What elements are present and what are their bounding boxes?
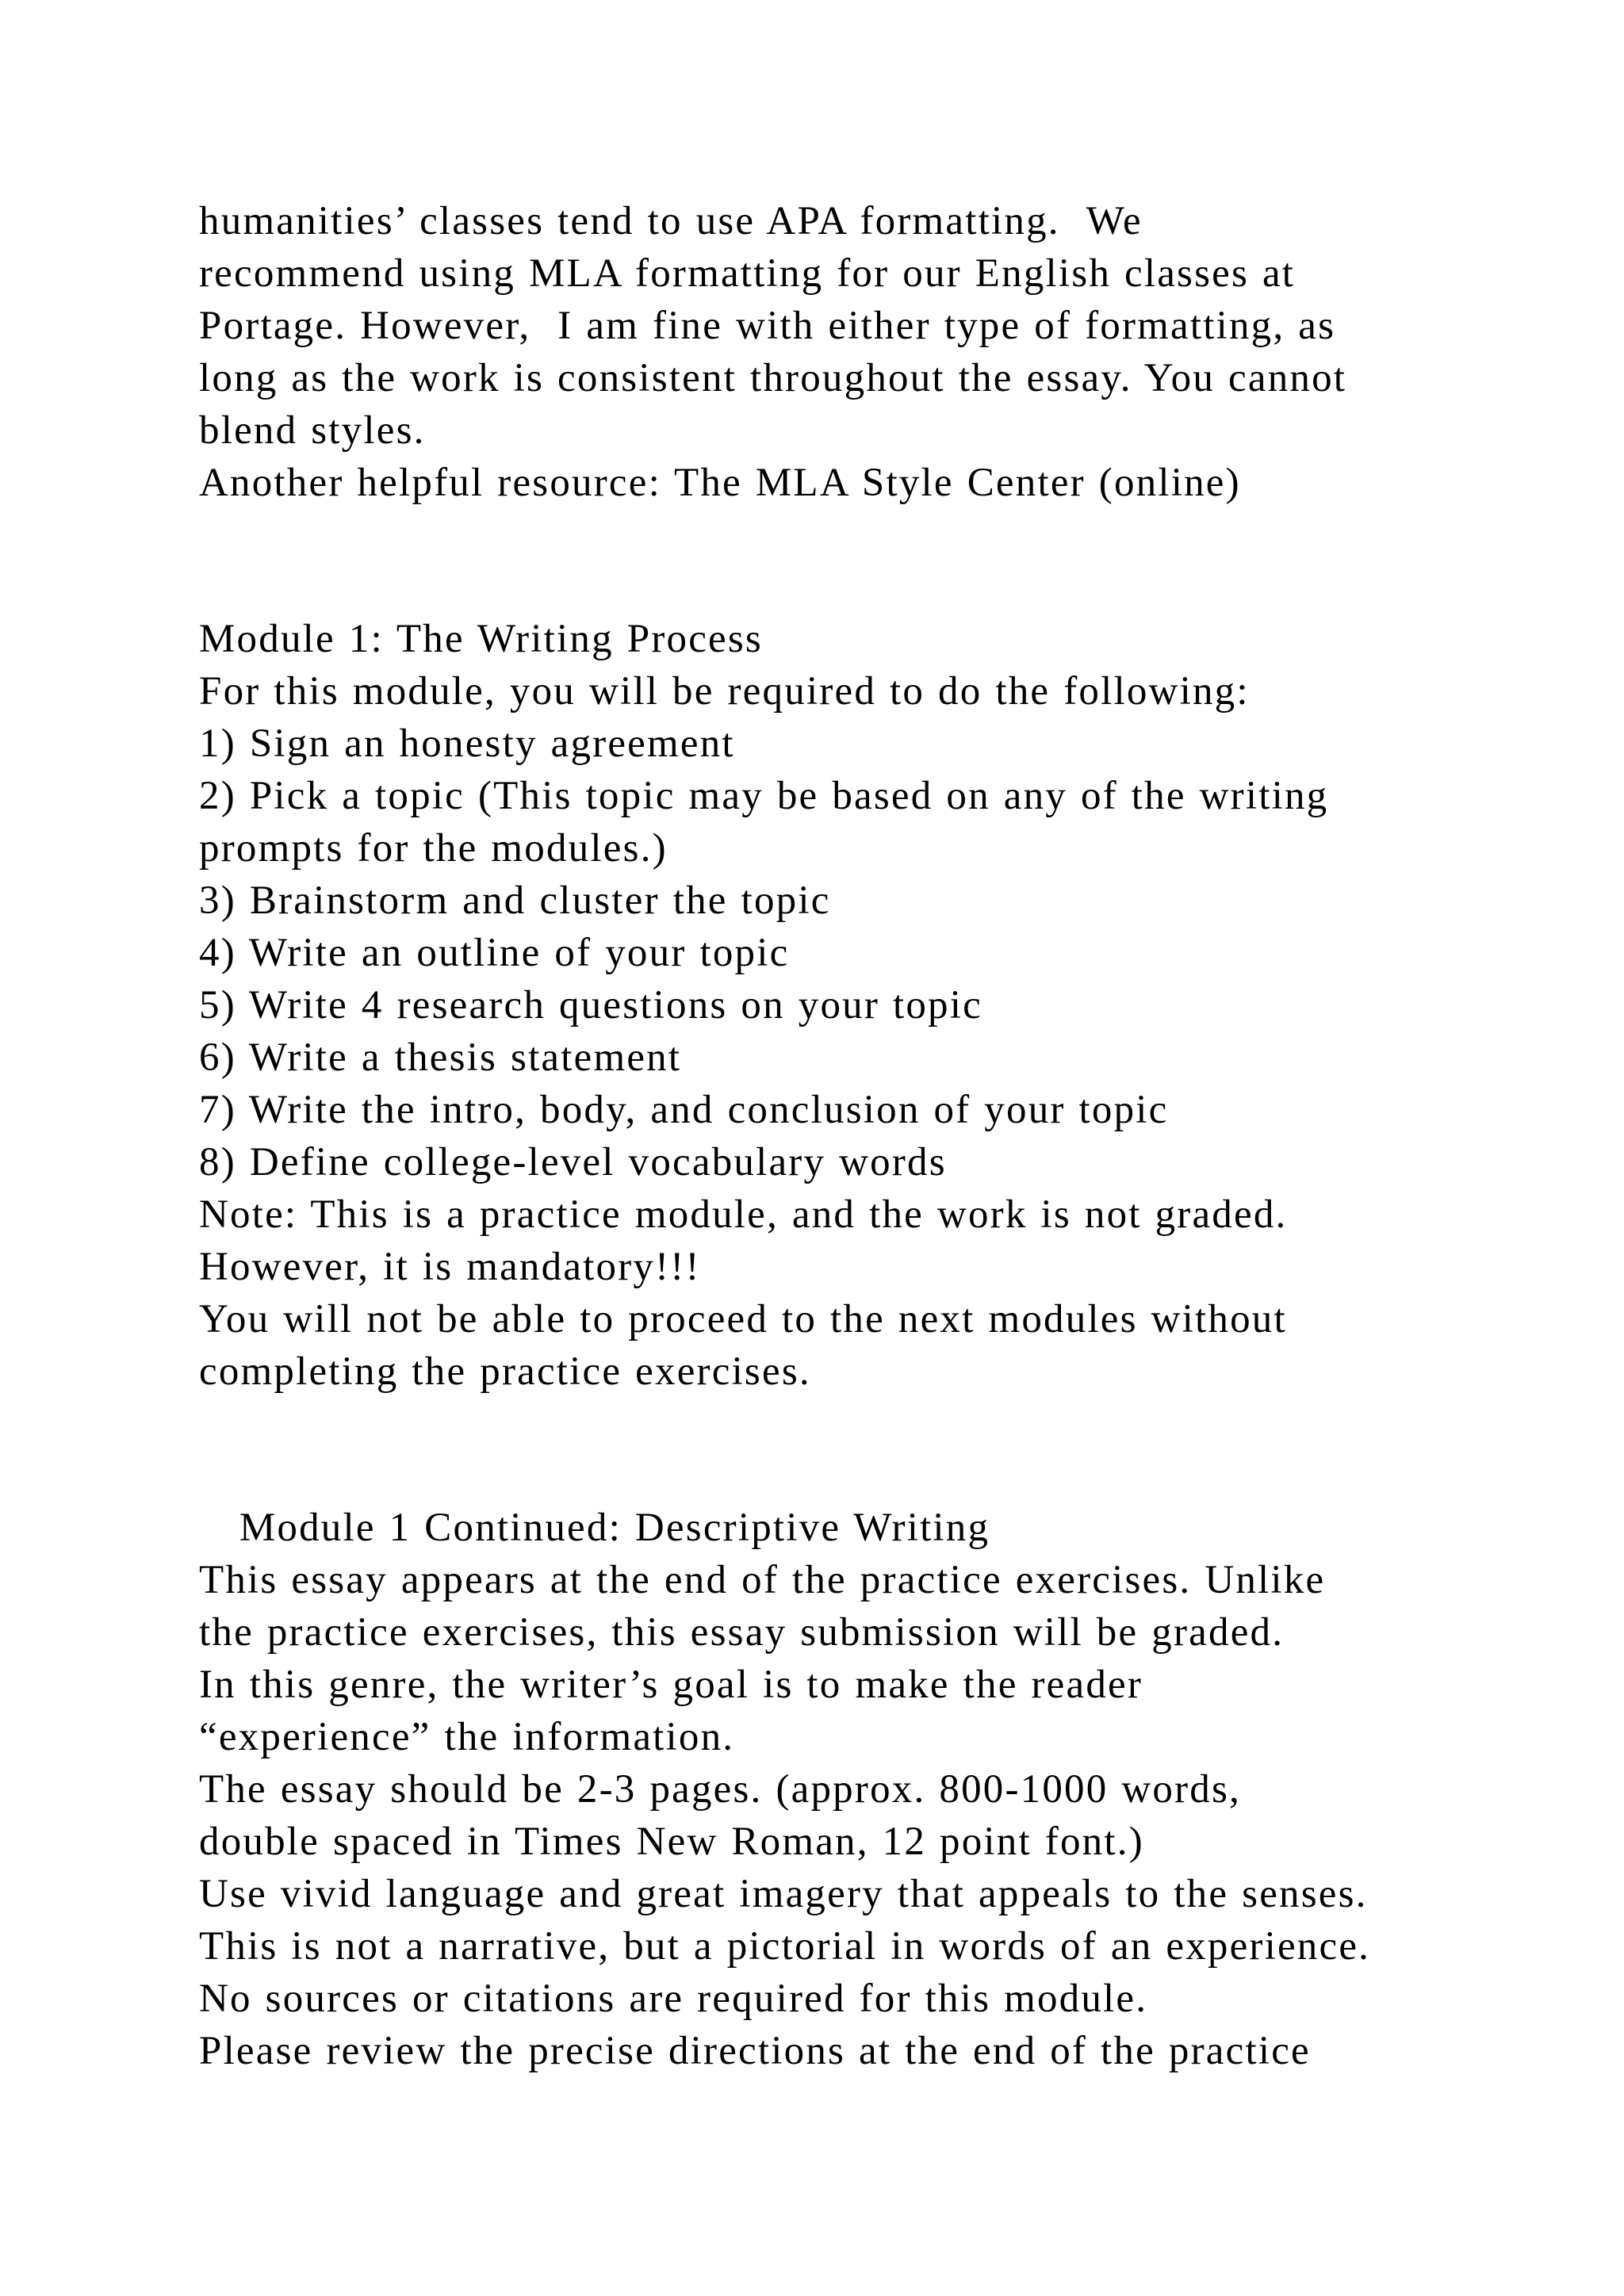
text-line: prompts for the modules.) xyxy=(199,826,668,871)
text-line: The essay should be 2-3 pages. (approx. 800-1000 words, xyxy=(199,1767,1242,1812)
text-line: blend styles. xyxy=(199,408,426,453)
text-line: the practice exercises, this essay submission will be graded. xyxy=(199,1610,1285,1655)
text-line: This essay appears at the end of the practice exercises. Unlike xyxy=(199,1558,1326,1602)
text-line: Another helpful resource: The MLA Style Center (online) xyxy=(199,461,1241,505)
text-line: Portage. However, I am fine with either type of formatting, as xyxy=(199,304,1336,348)
text-line: double spaced in Times New Roman, 12 point font.) xyxy=(199,1820,1144,1864)
text-line: “experience” the information. xyxy=(199,1715,735,1759)
text-line: However, it is mandatory!!! xyxy=(199,1245,701,1289)
list-item: 7) Write the intro, body, and conclusion of your topic xyxy=(199,1088,1169,1132)
list-item: 3) Brainstorm and cluster the topic xyxy=(199,878,831,923)
text-line: long as the work is consistent throughout the essay. You cannot xyxy=(199,356,1347,400)
list-item: 4) Write an outline of your topic xyxy=(199,931,790,975)
text-line: In this genre, the writer’s goal is to make the reader xyxy=(199,1663,1143,1707)
text-line: completing the practice exercises. xyxy=(199,1349,811,1394)
text-line: Use vivid language and great imagery that appeals to the senses. xyxy=(199,1872,1368,1916)
text-line: For this module, you will be required to do the following: xyxy=(199,669,1250,714)
text-line: humanities’ classes tend to use APA formatting. We xyxy=(199,199,1143,243)
text-line: You will not be able to proceed to the next modules without xyxy=(199,1297,1287,1341)
list-item: 5) Write 4 research questions on your topic xyxy=(199,983,982,1027)
list-item: 6) Write a thesis statement xyxy=(199,1035,682,1080)
text-line: recommend using MLA formatting for our English classes at xyxy=(199,251,1296,296)
text-line: No sources or citations are required for this module. xyxy=(199,1976,1148,2021)
text-line: Please review the precise directions at the end of the practice xyxy=(199,2029,1311,2073)
text-line: This is not a narrative, but a pictorial in words of an experience. xyxy=(199,1924,1371,1969)
list-item: 1) Sign an honesty agreement xyxy=(199,721,735,766)
list-item: 2) Pick a topic (This topic may be based on any of the writing xyxy=(199,774,1329,818)
section-heading: Module 1: The Writing Process xyxy=(199,617,763,661)
section-heading: Module 1 Continued: Descriptive Writing xyxy=(199,1506,990,1550)
list-item: 8) Define college-level vocabulary words xyxy=(199,1140,947,1184)
text-line: Note: This is a practice module, and the work is not graded. xyxy=(199,1192,1288,1237)
